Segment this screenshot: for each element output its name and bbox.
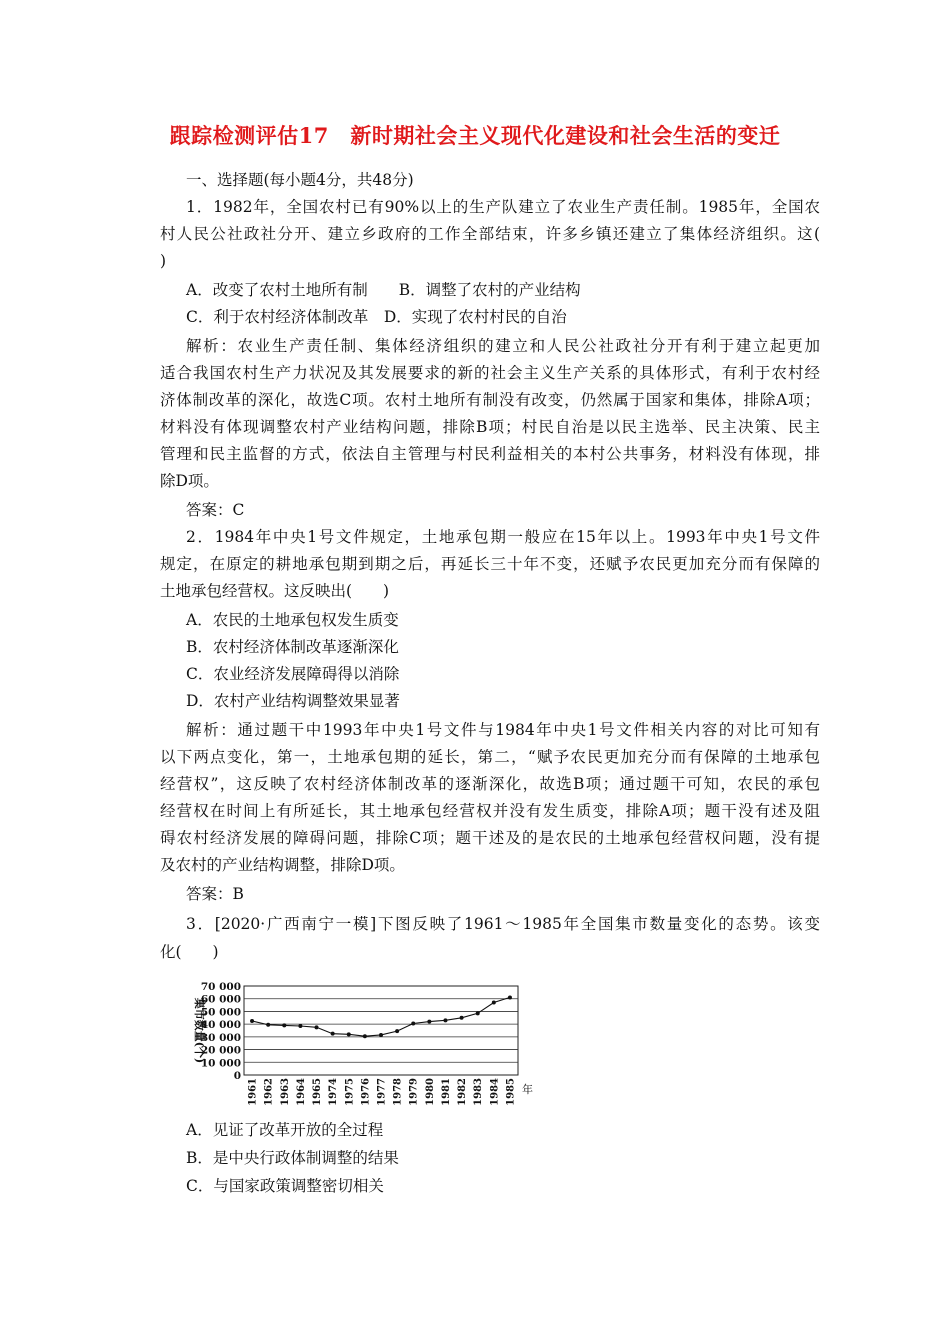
data-point (476, 1011, 480, 1015)
x-tick-label: 1983 (473, 1078, 485, 1106)
data-point (443, 1018, 447, 1022)
q1-stem-line: 村人民公社政社分开、建立乡政府的工作全部结束，许多乡镇还建立了集体经济组织。这( (160, 225, 820, 243)
q3-stem-line: 3．[2020·广西南宁一模]下图反映了1961～1985年全国集市数量变化的态势。该变 (186, 915, 820, 933)
x-tick-label: 1984 (489, 1078, 501, 1106)
q2-analysis-line: 以下两点变化，第一，土地承包期的延长，第二，“赋予农民更加充分而有保障的土地承包 (160, 748, 820, 766)
x-tick-label: 1977 (376, 1078, 388, 1106)
market-count-line-chart (184, 978, 534, 1110)
data-point (331, 1032, 335, 1036)
q2-analysis-line: 经营权在时间上有所延长，其土地承包经营权并没有发生质变，排除A项；题干没有述及阻 (160, 802, 820, 820)
data-point (250, 1019, 254, 1023)
q1-stem-line: 1．1982年，全国农村已有90%以上的生产队建立了农业生产责任制。1985年，全国农 (186, 198, 820, 216)
x-tick-label: 1975 (344, 1078, 356, 1106)
y-tick-label: 60 000 (200, 993, 241, 1006)
x-tick-label: 1985 (505, 1078, 517, 1106)
q2-option: C．农业经济发展障碍得以消除 (186, 665, 400, 683)
q1-stem-line: ) (160, 252, 167, 270)
q2-option: B．农村经济体制改革逐渐深化 (186, 638, 399, 656)
q2-stem-line: 规定，在原定的耕地承包期到期之后，再延长三十年不变，还赋予农民更加充分而有保障的 (160, 555, 820, 573)
q1-option: C．利于农村经济体制改革 D．实现了农村村民的自治 (186, 308, 567, 326)
section-heading: 一、选择题(每小题4分，共48分) (186, 171, 414, 189)
q2-stem-line: 2．1984年中央1号文件规定，土地承包期一般应在15年以上。1993年中央1号文件 (186, 528, 820, 546)
x-tick-label: 1980 (424, 1078, 436, 1106)
data-point (298, 1024, 302, 1028)
x-tick-label: 1961 (247, 1078, 259, 1106)
q1-analysis-line: 除D项。 (160, 472, 219, 490)
y-axis-label: 集市数量(个) (193, 997, 206, 1064)
q3-option: C．与国家政策调整密切相关 (186, 1177, 384, 1195)
x-tick-label: 1963 (279, 1078, 291, 1106)
data-point (379, 1033, 383, 1037)
y-tick-label: 40 000 (200, 1019, 241, 1032)
q1-analysis-line: 解析：农业生产责任制、集体经济组织的建立和人民公社政社分开有利于建立起更加 (186, 337, 820, 355)
y-tick-label: 50 000 (200, 1006, 241, 1019)
data-point (395, 1029, 399, 1033)
data-point (315, 1025, 319, 1029)
data-point (492, 1001, 496, 1005)
q3-stem-line: 化( ) (160, 943, 219, 961)
q2-analysis-line: 碍农村经济发展的障碍问题，排除C项；题干述及的是农民的土地承包经营权问题，没有提 (160, 829, 820, 847)
x-tick-label: 1981 (440, 1078, 452, 1106)
x-tick-label: 1974 (328, 1078, 340, 1106)
q2-option: D．农村产业结构调整效果显著 (186, 692, 400, 710)
x-tick-label: 1979 (408, 1078, 420, 1106)
y-tick-label: 20 000 (200, 1044, 241, 1057)
data-point (282, 1023, 286, 1027)
q2-answer: 答案：B (186, 885, 244, 903)
q1-analysis-line: 适合我国农村生产力状况及其发展要求的新的社会主义生产关系的具体形式，有利于农村经 (160, 364, 820, 382)
q2-option: A．农民的土地承包权发生质变 (186, 611, 399, 629)
q1-option: A．改变了农村土地所有制 B．调整了农村的产业结构 (186, 281, 581, 299)
data-point (427, 1020, 431, 1024)
q2-analysis-line: 及农村的产业结构调整，排除D项。 (160, 856, 405, 874)
data-point (460, 1016, 464, 1020)
x-tick-label: 1965 (312, 1078, 324, 1106)
y-tick-label: 30 000 (200, 1031, 241, 1044)
q2-analysis-line: 经营权”，这反映了农村经济体制改革的逐渐深化，故选B项；通过题干可知，农民的承包 (160, 775, 820, 793)
y-tick-label: 0 (233, 1070, 241, 1082)
chart-frame (244, 986, 518, 1075)
q1-answer: 答案：C (186, 501, 245, 519)
x-tick-label: 1982 (457, 1078, 469, 1106)
q1-analysis-line: 济体制改革的深化，故选C项。农村土地所有制没有改变，仍然属于国家和集体，排除A项； (160, 391, 820, 409)
x-tick-label: 1962 (263, 1078, 275, 1106)
data-point (266, 1023, 270, 1027)
q2-stem-line: 土地承包经营权。这反映出( ) (160, 582, 390, 600)
y-tick-label: 70 000 (200, 981, 241, 993)
data-point (508, 995, 512, 999)
q2-analysis-line: 解析：通过题干中1993年中央1号文件与1984年中央1号文件相关内容的对比可知有 (186, 721, 820, 739)
q1-analysis-line: 管理和民主监督的方式，依法自主管理与村民利益相关的本村公共事务，材料没有体现，排 (160, 445, 820, 463)
x-tick-label: 1964 (295, 1078, 307, 1106)
y-tick-label: 10 000 (200, 1057, 241, 1070)
series-line (252, 997, 510, 1036)
x-axis-label: 年 (522, 1083, 533, 1096)
data-point (411, 1022, 415, 1026)
q3-option: B．是中央行政体制调整的结果 (186, 1149, 399, 1167)
data-point (363, 1034, 367, 1038)
x-tick-label: 1976 (360, 1078, 372, 1106)
q1-analysis-line: 材料没有体现调整农村产业结构问题，排除B项；村民自治是以民主选举、民主决策、民主 (160, 418, 820, 436)
data-point (347, 1032, 351, 1036)
x-tick-label: 1978 (392, 1078, 404, 1106)
page-title: 跟踪检测评估17 新时期社会主义现代化建设和社会生活的变迁 (169, 123, 781, 148)
q3-option: A．见证了改革开放的全过程 (186, 1121, 384, 1139)
